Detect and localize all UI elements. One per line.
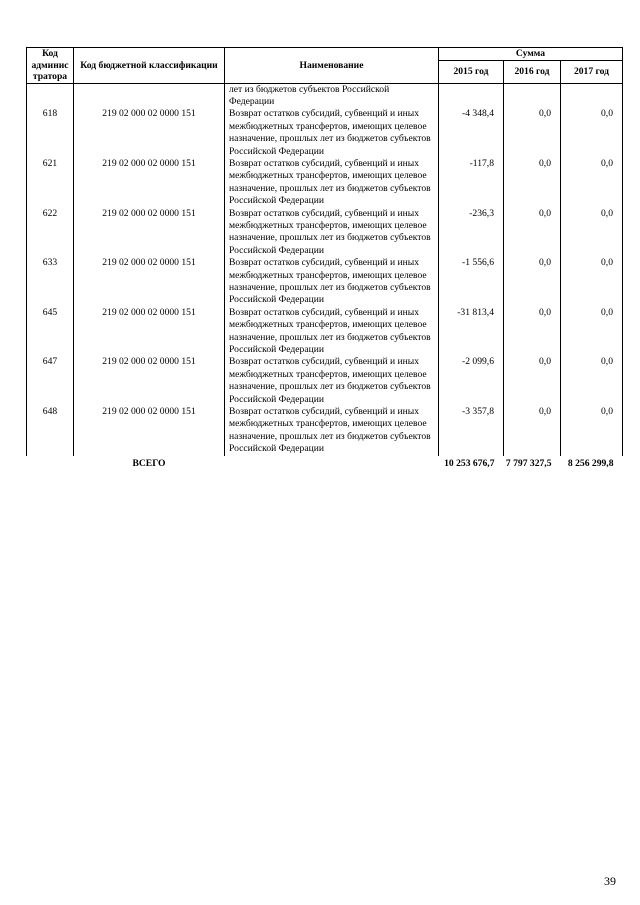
amount-2017-cell: 0,0 (561, 257, 623, 307)
header-kbk: Код бюджетной классификации (74, 48, 225, 84)
header-year-2015: 2015 год (439, 60, 504, 83)
table-row (27, 208, 623, 258)
table-row (27, 356, 623, 406)
header-name: Наименование (225, 48, 439, 84)
admin-code-cell: 622 (27, 208, 74, 258)
amount-2015-cell: -31 813,4 (439, 307, 504, 357)
page-number: 39 (604, 874, 616, 888)
total-2016: 7 797 327,5 (505, 458, 552, 470)
amount-2015-cell: -3 357,8 (439, 406, 504, 456)
amount-2015-cell: -2 099,6 (439, 356, 504, 406)
amount-2016-cell: 0,0 (504, 406, 561, 456)
admin-code-cell: 645 (27, 307, 74, 357)
total-2017: 8 256 299,8 (567, 458, 614, 470)
admin-code-cell: 618 (27, 108, 74, 158)
table-row (27, 257, 623, 307)
header-admin-code: Код админис тратора (27, 48, 74, 84)
name-cell: Возврат остатков субсидий, субвенций и иных межбюджетных трансфертов, имеющих целевое назначение, прошлых лет из бюджетов субъектов Российской Федерации (225, 158, 439, 208)
admin-code-cell: 647 (27, 356, 74, 406)
amount-2015-cell: -4 348,4 (439, 108, 504, 158)
budget-table (26, 47, 623, 474)
name-cell: Возврат остатков субсидий, субвенций и иных межбюджетных трансфертов, имеющих целевое назначение, прошлых лет из бюджетов субъектов Российской Федерации (225, 208, 439, 258)
admin-code-cell: 648 (27, 406, 74, 456)
amount-2017-cell: 0,0 (561, 158, 623, 208)
name-cell: Возврат остатков субсидий, субвенций и иных межбюджетных трансфертов, имеющих целевое назначение, прошлых лет из бюджетов субъектов Российской Федерации (225, 307, 439, 357)
table-row (27, 307, 623, 357)
admin-code-cell: 633 (27, 257, 74, 307)
name-cell: Возврат остатков субсидий, субвенций и иных межбюджетных трансфертов, имеющих целевое назначение, прошлых лет из бюджетов субъектов Российской Федерации (225, 108, 439, 158)
amount-2016-cell: 0,0 (504, 158, 561, 208)
table-row (27, 406, 623, 456)
amount-2017-cell: 0,0 (561, 208, 623, 258)
name-cell: Возврат остатков субсидий, субвенций и иных межбюджетных трансфертов, имеющих целевое назначение, прошлых лет из бюджетов субъектов Российской Федерации (225, 406, 439, 456)
amount-2017-cell: 0,0 (561, 108, 623, 158)
kbk-cell: 219 02 000 02 0000 151 (74, 158, 225, 208)
amount-2017-cell: 0,0 (561, 307, 623, 357)
amount-2015-cell: -1 556,6 (439, 257, 504, 307)
continued-name-cell: лет из бюджетов субъектов Российской Федерации (225, 83, 439, 108)
name-cell: Возврат остатков субсидий, субвенций и иных межбюджетных трансфертов, имеющих целевое назначение, прошлых лет из бюджетов субъектов Российской Федерации (225, 356, 439, 406)
kbk-cell: 219 02 000 02 0000 151 (74, 257, 225, 307)
amount-2015-cell: -236,3 (439, 208, 504, 258)
header-sum: Сумма (439, 48, 623, 61)
amount-2016-cell: 0,0 (504, 356, 561, 406)
name-cell: Возврат остатков субсидий, субвенций и иных межбюджетных трансфертов, имеющих целевое назначение, прошлых лет из бюджетов субъектов Российской Федерации (225, 257, 439, 307)
table-body (27, 83, 623, 456)
total-label: ВСЕГО (132, 458, 166, 470)
admin-code-cell: 621 (27, 158, 74, 208)
kbk-cell: 219 02 000 02 0000 151 (74, 356, 225, 406)
amount-2017-cell: 0,0 (561, 406, 623, 456)
kbk-cell: 219 02 000 02 0000 151 (74, 307, 225, 357)
header-year-2017: 2017 год (561, 60, 623, 83)
total-row (27, 456, 623, 474)
table-header (27, 48, 623, 84)
kbk-cell: 219 02 000 02 0000 151 (74, 208, 225, 258)
amount-2016-cell: 0,0 (504, 208, 561, 258)
amount-2015-cell: -117,8 (439, 158, 504, 208)
amount-2016-cell: 0,0 (504, 257, 561, 307)
table-row (27, 158, 623, 208)
amount-2016-cell: 0,0 (504, 307, 561, 357)
amount-2017-cell: 0,0 (561, 356, 623, 406)
table-row (27, 108, 623, 158)
header-year-2016: 2016 год (504, 60, 561, 83)
kbk-cell: 219 02 000 02 0000 151 (74, 406, 225, 456)
table-row-continued (27, 83, 623, 108)
kbk-cell: 219 02 000 02 0000 151 (74, 108, 225, 158)
total-2015: 10 253 676,7 (444, 458, 495, 470)
amount-2016-cell: 0,0 (504, 108, 561, 158)
